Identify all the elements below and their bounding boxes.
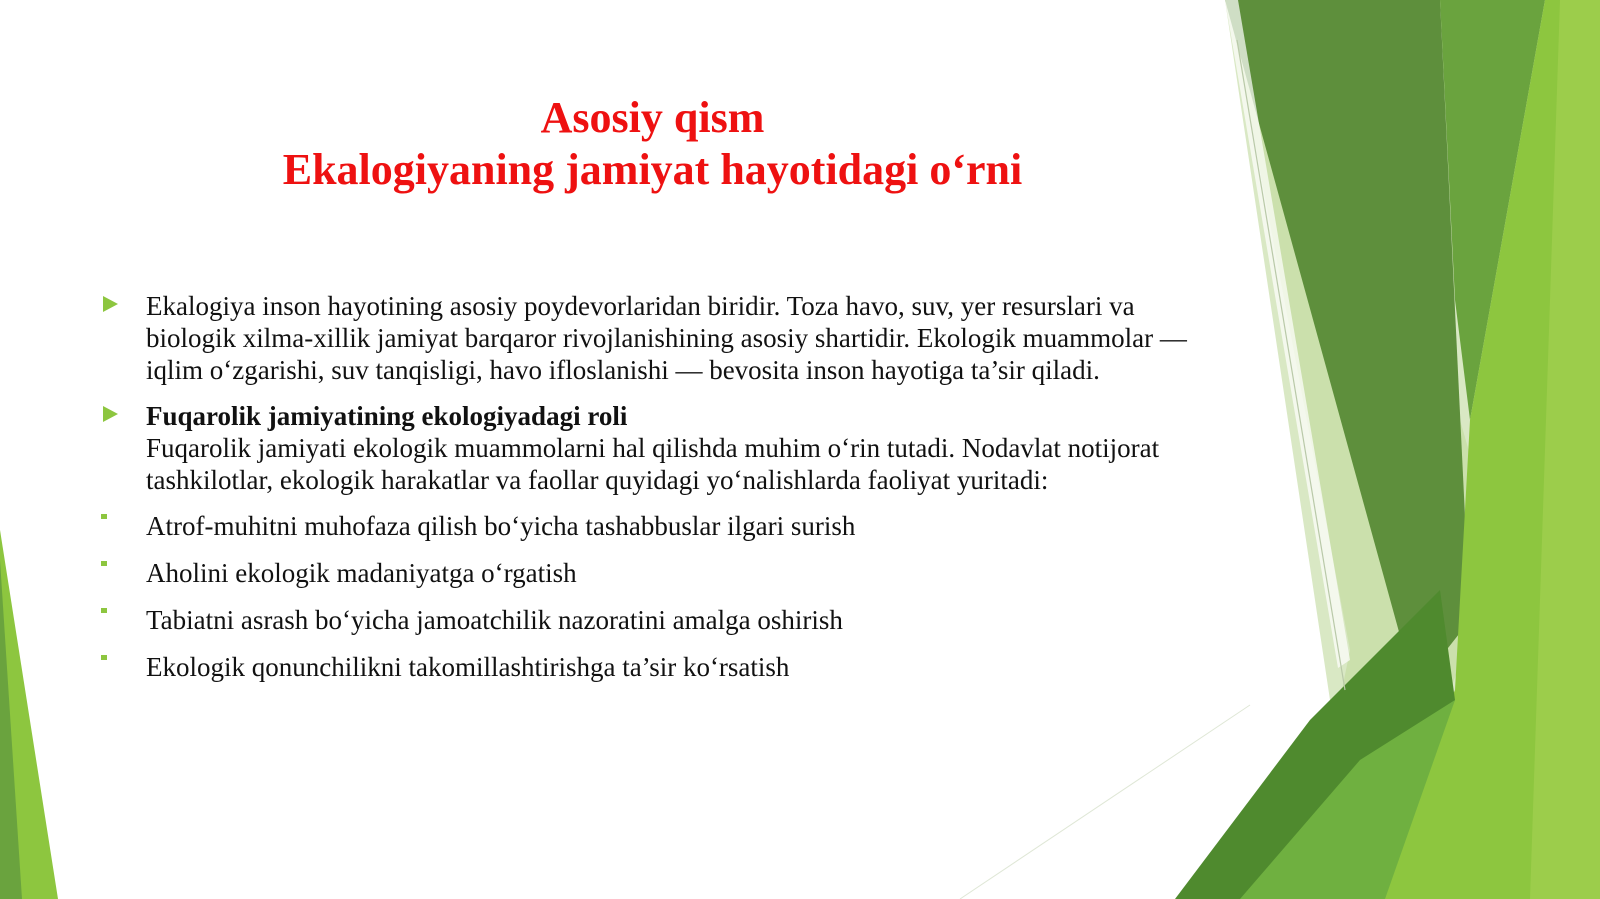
title-line-2: Ekalogiyaning jamiyat hayotidagi o‘rni	[282, 145, 1023, 194]
list-item	[100, 400, 1200, 496]
square-bullet-icon	[101, 655, 107, 660]
list-item	[100, 651, 1200, 683]
paragraph-text: Fuqarolik jamiyati ekologik muammolarni hal qilishda muhim o‘rin tutadi. Nodavlat notijorat tashkilotlar, ekologik harakatlar va faollar quyidagi yo‘nalishlarda faoliyat yuritadi:	[146, 433, 1160, 495]
section-heading: Fuqarolik jamiyatining ekologiyadagi roli	[146, 401, 628, 431]
square-bullet-icon	[101, 608, 107, 613]
sub-item-text: Atrof-muhitni muhofaza qilish bo‘yicha tashabbuslar ilgari surish	[146, 511, 856, 541]
sub-item-text: Ekologik qonunchilikni takomillashtirishga ta’sir ko‘rsatish	[146, 652, 790, 682]
slide-content	[100, 290, 1200, 698]
list-item	[100, 510, 1200, 542]
paragraph-text: Ekalogiya inson hayotining asosiy poydevorlaridan biridir. Toza havo, suv, yer resurslari va biologik xilma-xillik jamiyat barqaror rivojlanishining asosiy shartidir. Ekologik muammolar — iqlim o‘zgarishi, suv tanqisligi, havo ifloslanishi — bevosita inson hayotiga ta’sir qiladi.	[146, 291, 1187, 385]
square-bullet-icon	[101, 561, 107, 566]
list-item	[100, 290, 1200, 386]
slide-title	[150, 92, 1155, 196]
list-item	[100, 557, 1200, 589]
sub-item-text: Aholini ekologik madaniyatga o‘rgatish	[146, 558, 577, 588]
sub-item-text: Tabiatni asrash bo‘yicha jamoatchilik nazoratini amalga oshirish	[146, 605, 843, 635]
square-bullet-icon	[101, 514, 107, 519]
arrow-bullet-icon	[103, 296, 118, 312]
list-item	[100, 604, 1200, 636]
arrow-bullet-icon	[103, 406, 118, 422]
title-line-1: Asosiy qism	[540, 93, 765, 142]
